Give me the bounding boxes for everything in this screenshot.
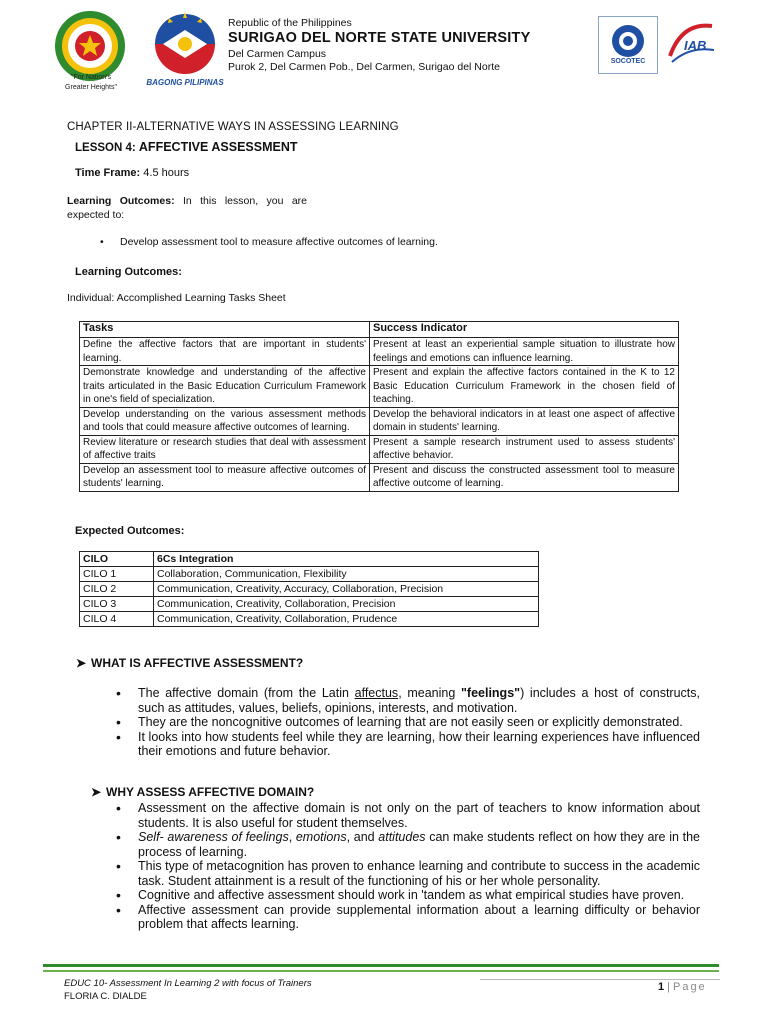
page-number-value: 1: [658, 981, 665, 993]
task-cell: Demonstrate knowledge and understanding of the affective traits articulated in the Basic Education Curriculum Framework in one's field of specialization.: [80, 366, 370, 408]
section-why-assess-title: WHY ASSESS AFFECTIVE DOMAIN?: [106, 785, 315, 799]
list-item: • Affective assessment can provide supplemental information about a learning difficulty or behavior problem that affects learning.: [116, 903, 700, 932]
list-item: • They are the noncognitive outcomes of learning that are not easily seen or explicitly demonstrated.: [116, 715, 700, 730]
italic-term: Self- awareness of feelings: [138, 830, 289, 844]
page-number: [658, 981, 707, 993]
university-name: SURIGAO DEL NORTE STATE UNIVERSITY: [228, 30, 531, 46]
table-row: [80, 612, 539, 627]
why-assess-list: [116, 801, 700, 932]
italic-term: emotions: [295, 830, 347, 844]
tasks-table: [79, 321, 679, 492]
learning-outcomes-text: In this lesson, you are expected to:: [67, 195, 307, 221]
list-item: [116, 686, 700, 715]
learning-outcomes-label: Learning Outcomes:: [67, 195, 175, 207]
address-line: Purok 2, Del Carmen Pob., Del Carmen, Surigao del Norte: [228, 61, 500, 73]
list-item: • Assessment on the affective domain is not only on the part of teachers to know information about students. It is also useful for student themselves.: [116, 801, 700, 830]
cilo-header-row: [80, 552, 539, 567]
arrow-bullet-icon: ➤: [76, 656, 87, 670]
cilo-cell: CILO 2: [80, 582, 154, 597]
cilo-table: [79, 551, 539, 627]
feelings-term: "feelings": [460, 686, 521, 700]
footer-author: FLORIA C. DIALDE: [64, 991, 147, 1002]
cilo-cell: CILO 1: [80, 567, 154, 582]
integration-cell: Collaboration, Communication, Flexibility: [154, 567, 539, 582]
page-separator: |: [667, 981, 670, 993]
table-row: [80, 338, 679, 366]
table-row: [80, 407, 679, 435]
tasks-header-row: [80, 322, 679, 338]
campus-line: Del Carmen Campus: [228, 48, 327, 60]
table-row: [80, 597, 539, 612]
outcome-bullet-text: Develop assessment tool to measure affective outcomes of learning.: [120, 236, 438, 248]
task-cell: Review literature or research studies that deal with assessment of affective traits: [80, 435, 370, 463]
text-run: , and: [346, 830, 379, 844]
integration-cell: Communication, Creativity, Collaboration, Precision: [154, 597, 539, 612]
table-row: [80, 582, 539, 597]
arrow-bullet-icon: ➤: [91, 785, 102, 799]
cilo-cell: CILO 4: [80, 612, 154, 627]
task-cell: Develop an assessment tool to measure affective outcomes of students' learning.: [80, 463, 370, 491]
lesson-prefix: LESSON 4:: [75, 142, 139, 154]
individual-line: Individual: Accomplished Learning Tasks Sheet: [67, 292, 286, 304]
footer-page-rule: [480, 979, 720, 980]
lesson-name: AFFECTIVE ASSESSMENT: [138, 140, 298, 154]
integration-cell: Communication, Creativity, Collaboration, Prudence: [154, 612, 539, 627]
tasks-header-tasks: Tasks: [80, 322, 370, 338]
expected-outcomes-heading: Expected Outcomes:: [75, 525, 185, 537]
list-item: [116, 830, 700, 859]
text-run: can make students reflect on how they are in the process of learning.: [138, 830, 700, 859]
socotec-label: SOCOTEC: [610, 58, 646, 65]
lesson-title: [75, 140, 298, 154]
task-cell: Develop understanding on the various assessment methods and tools that could measure affective outcomes of learning.: [80, 407, 370, 435]
tasks-header-indicator: Success Indicator: [370, 322, 679, 338]
section-what-is-heading: [76, 656, 303, 670]
time-frame: [75, 167, 189, 179]
task-cell: Define the affective factors that are important in students' learning.: [80, 338, 370, 366]
footer-rule-light: [43, 970, 719, 972]
text-run: , meaning: [398, 686, 461, 700]
list-item: • It looks into how students feel while they are learning, how their learning experiences have influenced their emotions and future behavior.: [116, 730, 700, 759]
text-run: ) includes a host of constructs, such as attitudes, values, beliefs, opinions, interests, and motivation.: [138, 686, 700, 715]
latin-term: affectus: [354, 686, 399, 700]
table-row: [80, 463, 679, 491]
iab-label: IAB: [684, 38, 707, 53]
table-row: [80, 567, 539, 582]
italic-term: attitudes: [378, 830, 426, 844]
indicator-cell: Develop the behavioral indicators in at least one aspect of affective domain in students' learning.: [370, 407, 679, 435]
text-run: ,: [288, 830, 296, 844]
list-item: • Cognitive and affective assessment should work in 'tandem as what empirical studies have proven.: [116, 888, 700, 903]
table-row: [80, 366, 679, 408]
outcome-bullet: [100, 236, 438, 248]
table-row: [80, 435, 679, 463]
seal-motto: "For Nation's Greater Heights": [65, 74, 117, 91]
learning-outcomes-heading: Learning Outcomes:: [75, 266, 182, 278]
iab-accreditation-logo: [662, 16, 720, 72]
republic-line: Republic of the Philippines: [228, 17, 352, 29]
cilo-cell: CILO 3: [80, 597, 154, 612]
indicator-cell: Present and discuss the constructed assessment tool to measure affective outcome of learning.: [370, 463, 679, 491]
bagong-pilipinas-label: BAGONG PILIPINAS: [146, 78, 224, 87]
cilo-header-6cs: 6Cs Integration: [154, 552, 539, 567]
text-run: The affective domain (from the Latin: [138, 686, 355, 700]
what-is-list: [116, 686, 700, 759]
page-word: Page: [672, 981, 707, 993]
footer-rule-dark: [43, 964, 719, 967]
time-frame-label: Time Frame:: [75, 167, 141, 179]
section-why-assess-heading: [91, 785, 314, 799]
bagong-pilipinas-logo: [143, 10, 227, 92]
section-what-is-title: WHAT IS AFFECTIVE ASSESSMENT?: [91, 656, 304, 670]
socotec-certification-logo: [598, 16, 658, 74]
cilo-header-cilo: CILO: [80, 552, 154, 567]
learning-outcomes-intro: [67, 194, 307, 222]
indicator-cell: Present at least an experiential sample situation to illustrate how feelings and emotions can influence learning.: [370, 338, 679, 366]
list-item: • This type of metacognition has proven to enhance learning and contribute to success in the academic task. Student attainment is a result of the functioning of his or her whole personality.: [116, 859, 700, 888]
bullet-marker: •: [100, 236, 104, 248]
indicator-cell: Present a sample research instrument used to assess students' affective behavior.: [370, 435, 679, 463]
integration-cell: Communication, Creativity, Accuracy, Collaboration, Precision: [154, 582, 539, 597]
indicator-cell: Present and explain the affective factors contained in the K to 12 Basic Education Curriculum Framework in the chosen field of teaching.: [370, 366, 679, 408]
time-frame-value: 4.5 hours: [143, 167, 190, 179]
footer-course: EDUC 10- Assessment In Learning 2 with focus of Trainers: [64, 978, 312, 989]
chapter-title: CHAPTER II-ALTERNATIVE WAYS IN ASSESSING LEARNING: [67, 121, 399, 133]
